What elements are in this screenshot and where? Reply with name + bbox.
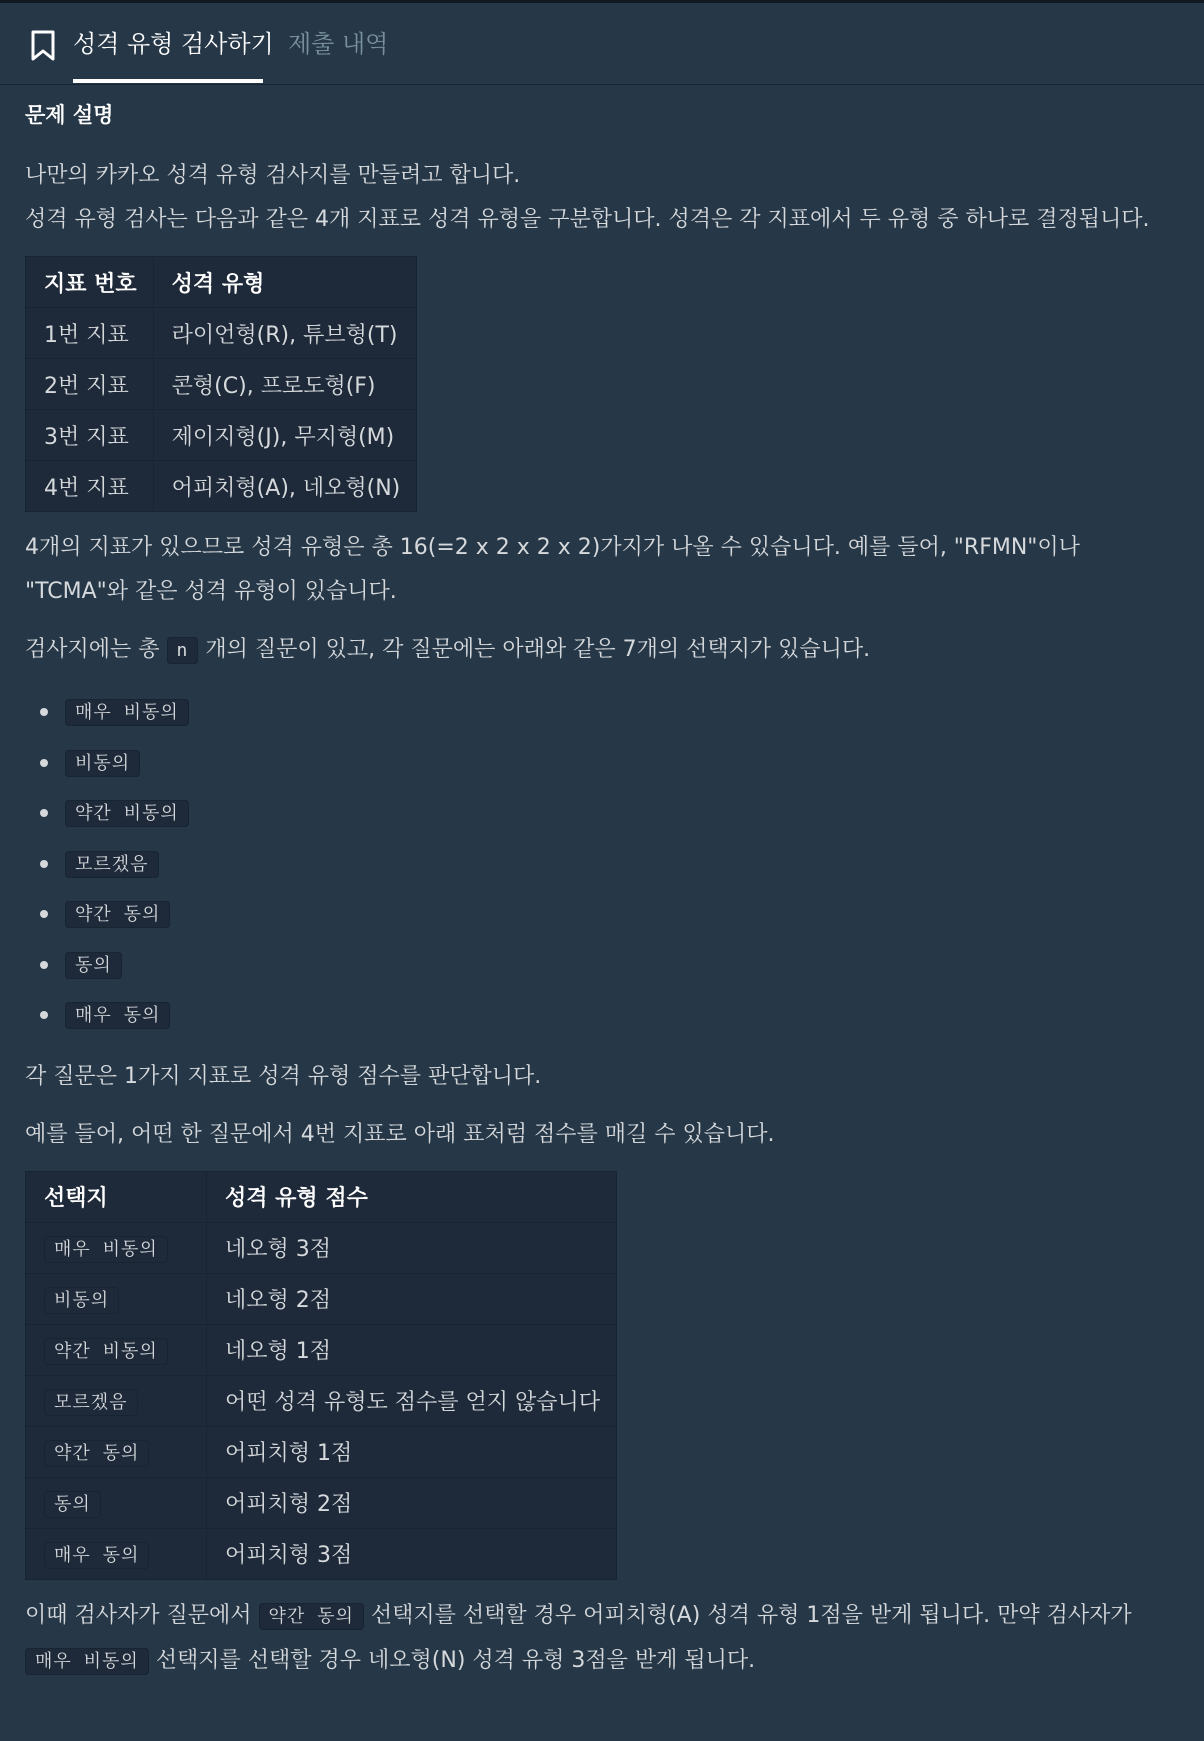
list-item [65,889,1185,940]
table-row [26,461,417,512]
score-intro: 각 질문은 1가지 지표로 성격 유형 점수를 판단합니다. [25,1063,542,1089]
list-item [65,687,1185,738]
inline-code: 모르겠음 [65,851,159,878]
table-cell: 라이언형(R), 튜브형(T) [153,308,417,359]
table-cell [26,1222,207,1273]
inline-code: 약간 동의 [65,901,170,928]
types-paragraph: 4개의 지표가 있으므로 성격 유형은 총 16(=2 x 2 x 2 x 2)가지가 나올 수 있습니다. 예를 들어, "RFMN"이나 "TCMA"와 같은 성격 유형이 있습니다. [25,535,1080,604]
table-cell: 3번 지표 [26,410,154,461]
inline-code: 약간 비동의 [65,800,189,827]
table-cell [26,1477,207,1528]
table-cell: 콘형(C), 프로도형(F) [153,359,417,410]
section-title: 문제 설명 [25,103,114,127]
bullet-icon [40,860,48,868]
bullet-icon [40,910,48,918]
bullet-icon [40,809,48,817]
table-row [26,1273,617,1324]
problem-description [25,100,1185,1698]
table-row [26,410,417,461]
table-header-cell: 성격 유형 점수 [207,1171,617,1222]
table-header-row [26,1171,617,1222]
table-cell [26,1324,207,1375]
table-cell: 네오형 2점 [207,1273,617,1324]
table-cell: 어피치형(A), 네오형(N) [153,461,417,512]
table-cell: 네오형 3점 [207,1222,617,1273]
table-cell [26,1273,207,1324]
table-row [26,1426,617,1477]
table-cell: 어떤 성격 유형도 점수를 얻지 않습니다 [207,1375,617,1426]
inline-code: 매우 비동의 [65,699,189,726]
closing-paragraph: 이때 검사자가 질문에서 약간 동의 선택지를 선택할 경우 어피치형(A) 성격 유형 1점을 받게 됩니다. 만약 검사자가 매우 비동의 선택지를 선택할 경우 네오형(N) 성격 유형 3점을 받게 됩니다. [25,1602,1132,1673]
list-item [65,839,1185,890]
example-intro: 예를 들어, 어떤 한 질문에서 4번 지표로 아래 표처럼 점수를 매길 수 있습니다. [25,1121,775,1147]
score-table [25,1171,617,1580]
table-row [26,308,417,359]
table-cell: 2번 지표 [26,359,154,410]
bullet-icon [40,1011,48,1019]
list-item [65,788,1185,839]
tab-personality-test[interactable]: 성격 유형 검사하기 [73,30,274,58]
active-tab-indicator [73,79,263,83]
table-cell: 어피치형 1점 [207,1426,617,1477]
table-row [26,1477,617,1528]
list-item [65,940,1185,991]
inline-code: 매우 동의 [65,1002,170,1029]
inline-code: 비동의 [65,750,140,777]
inline-code: 매우 비동의 [44,1236,168,1263]
indicator-table [25,256,417,512]
table-cell [26,1426,207,1477]
inline-code: 매우 비동의 [25,1648,149,1675]
table-header-cell: 선택지 [26,1171,207,1222]
list-item [65,990,1185,1041]
table-row [26,1222,617,1273]
table-cell: 1번 지표 [26,308,154,359]
table-cell: 어피치형 2점 [207,1477,617,1528]
table-row [26,1324,617,1375]
table-row [26,359,417,410]
inline-code: 약간 동의 [259,1603,364,1630]
inline-code: 약간 동의 [44,1440,149,1467]
questions-paragraph: 검사지에는 총 n 개의 질문이 있고, 각 질문에는 아래와 같은 7개의 선택지가 있습니다. [25,637,871,662]
inline-code: 비동의 [44,1287,119,1314]
table-header-cell: 지표 번호 [26,257,154,308]
choice-list [25,687,1185,1041]
inline-code: 동의 [65,952,122,979]
table-row [26,1375,617,1426]
inline-code: 동의 [44,1491,101,1518]
table-cell [26,1375,207,1426]
table-cell: 4번 지표 [26,461,154,512]
table-cell: 어피치형 3점 [207,1528,617,1579]
table-cell: 제이지형(J), 무지형(M) [153,410,417,461]
table-cell [26,1528,207,1579]
tab-submission-history[interactable]: 제출 내역 [288,30,389,58]
table-cell: 네오형 1점 [207,1324,617,1375]
table-row [26,1528,617,1579]
table-header-cell: 성격 유형 [153,257,417,308]
list-item [65,738,1185,789]
bullet-icon [40,961,48,969]
bullet-icon [40,708,48,716]
inline-code: n [167,637,199,664]
bookmark-icon[interactable] [30,30,56,62]
table-header-row [26,257,417,308]
inline-code: 모르겠음 [44,1389,138,1416]
intro-paragraph: 나만의 카카오 성격 유형 검사지를 만들려고 합니다. 성격 유형 검사는 다음과 같은 4개 지표로 성격 유형을 구분합니다. 성격은 각 지표에서 두 유형 중 하나로 결정됩니다. [25,163,1150,232]
inline-code: 매우 동의 [44,1542,149,1569]
inline-code: 약간 비동의 [44,1338,168,1365]
tab-bar [0,3,1204,85]
bullet-icon [40,759,48,767]
